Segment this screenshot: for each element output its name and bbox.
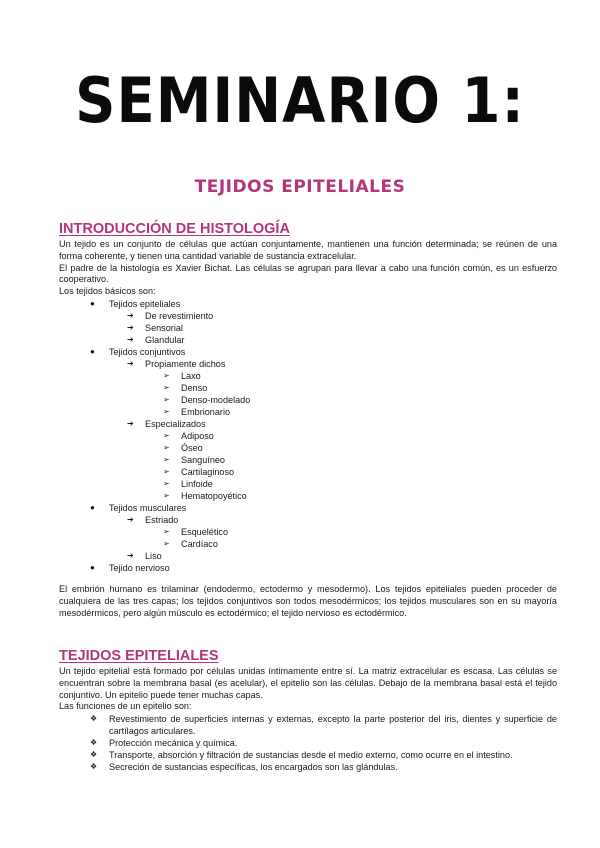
list-item-text: Cartilaginoso xyxy=(181,466,235,477)
diamond-bullet-icon: ❖ xyxy=(90,750,98,760)
list-item xyxy=(59,761,557,773)
list-item xyxy=(59,310,557,322)
list-item-text: Secreción de sustancias específicas, los encargados son las glándulas. xyxy=(109,762,398,773)
list-item xyxy=(59,538,557,550)
list-item-text: Glandular xyxy=(145,334,185,345)
list-item xyxy=(59,562,557,574)
chevron-arrow-icon: ➢ xyxy=(163,466,170,476)
list-item xyxy=(59,490,557,502)
document-title: SEMINARIO 1: xyxy=(75,65,525,138)
chevron-arrow-icon: ➢ xyxy=(163,430,170,440)
list-item-text: Propiamente dichos xyxy=(145,358,226,369)
list-item xyxy=(59,358,557,370)
list-item-text: Estriado xyxy=(145,514,179,525)
chevron-arrow-icon: ➢ xyxy=(163,490,170,500)
document-subtitle: TEJIDOS EPITELIALES xyxy=(194,177,406,197)
list-item-text: Sensorial xyxy=(145,322,183,333)
list-item xyxy=(59,550,557,562)
list-item xyxy=(59,430,557,442)
list-item xyxy=(59,406,557,418)
list-item xyxy=(59,713,557,737)
list-item-text: Sanguíneo xyxy=(181,454,225,465)
chevron-arrow-icon: ➢ xyxy=(163,382,170,392)
list-item-text: Liso xyxy=(145,550,162,561)
list-item xyxy=(59,749,557,761)
list-item-text: Linfoide xyxy=(181,478,213,489)
list-item xyxy=(59,382,557,394)
list-item xyxy=(59,370,557,382)
list-item-text: Cardíaco xyxy=(181,538,218,549)
list-item-text: Tejidos epiteliales xyxy=(109,298,181,309)
list-item xyxy=(59,346,557,358)
paragraph: Un tejido es un conjunto de células que actúan conjuntamente, mantienen una función determinada; se reúnen de una forma coherente, y tienen una cantidad variable de sustancia extracelular. xyxy=(59,239,557,261)
list-item xyxy=(59,322,557,334)
paragraph: Un tejido epitelial está formado por células unidas íntimamente entre sí. La matriz extracelular es escasa. Las células se encuentran sobre la membrana basal (es acelular), el epitelio son las células. Debajo de la membrana basal está el tejido conjuntivo. Un epitelio puede tener muchas capas. xyxy=(59,666,557,700)
section-tejidos-epiteliales xyxy=(59,648,557,773)
list-item-text: Denso xyxy=(181,382,208,393)
chevron-arrow-icon: ➢ xyxy=(163,394,170,404)
bullet-icon: ● xyxy=(90,346,95,356)
tissue-types-list xyxy=(59,298,557,574)
list-item-text: Hematopoyético xyxy=(181,490,247,501)
list-item-text: Protección mecánica y química. xyxy=(109,738,238,749)
section-heading-introduccion: INTRODUCCIÓN DE HISTOLOGÍA xyxy=(59,221,290,237)
diamond-bullet-icon: ❖ xyxy=(90,762,98,772)
bullet-icon: ● xyxy=(90,502,95,512)
list-item-text: Revestimiento de superficies internas y externas, excepto la parte posterior del iris, dientes y superficie de cartílagos articulares. xyxy=(109,714,557,737)
list-item-text: Laxo xyxy=(181,370,201,381)
list-item xyxy=(59,466,557,478)
diamond-bullet-icon: ❖ xyxy=(90,738,98,748)
chevron-arrow-icon: ➢ xyxy=(163,478,170,488)
chevron-arrow-icon: ➢ xyxy=(163,442,170,452)
list-item xyxy=(59,502,557,514)
arrow-icon: ➔ xyxy=(127,310,134,320)
bullet-icon: ● xyxy=(90,298,95,308)
list-item-text: Denso-modelado xyxy=(181,394,251,405)
list-item-text: Tejidos musculares xyxy=(109,502,187,513)
arrow-icon: ➔ xyxy=(127,322,134,332)
section-introduccion xyxy=(59,221,557,619)
diamond-bullet-icon: ❖ xyxy=(90,714,98,724)
chevron-arrow-icon: ➢ xyxy=(163,526,170,536)
list-item xyxy=(59,334,557,346)
list-item-text: Óseo xyxy=(181,442,203,453)
list-item xyxy=(59,298,557,310)
list-item xyxy=(59,418,557,430)
arrow-icon: ➔ xyxy=(127,550,134,560)
chevron-arrow-icon: ➢ xyxy=(163,370,170,380)
chevron-arrow-icon: ➢ xyxy=(163,454,170,464)
chevron-arrow-icon: ➢ xyxy=(163,538,170,548)
list-item-text: Adiposo xyxy=(181,430,214,441)
chevron-arrow-icon: ➢ xyxy=(163,406,170,416)
arrow-icon: ➔ xyxy=(127,514,134,524)
section-heading-tejidos-epiteliales: TEJIDOS EPITELIALES xyxy=(59,648,219,664)
list-item xyxy=(59,514,557,526)
list-item xyxy=(59,737,557,749)
paragraph: El embrión humano es trilaminar (endodermo, ectodermo y mesodermo). Los tejidos epiteliales pueden proceder de cualquiera de las tres capas; los tejidos conjuntivos son todos mesodérmicos; los tejidos musculares son en su mayoría mesodérmicos, pero algún músculo es ectodérmico; el tejido nervioso es ectodérmico. xyxy=(59,583,557,618)
list-item xyxy=(59,478,557,490)
list-item xyxy=(59,394,557,406)
list-item-text: De revestimiento xyxy=(145,310,214,321)
epithelium-functions-list xyxy=(59,713,557,773)
list-item-text: Embrionario xyxy=(181,406,231,417)
list-item-text: Tejido nervioso xyxy=(109,562,170,573)
list-item-text: Especializados xyxy=(145,418,206,429)
paragraph: Las funciones de un epitelio son: xyxy=(59,701,192,712)
paragraph: Los tejidos básicos son: xyxy=(59,286,156,297)
arrow-icon: ➔ xyxy=(127,334,134,344)
list-item-text: Transporte, absorción y filtración de sustancias desde el medio externo, como ocurre en el intestino. xyxy=(109,750,513,761)
list-item xyxy=(59,454,557,466)
list-item-text: Esquelético xyxy=(181,526,229,537)
bullet-icon: ● xyxy=(90,562,95,572)
arrow-icon: ➔ xyxy=(127,358,134,368)
arrow-icon: ➔ xyxy=(127,418,134,428)
paragraph: El padre de la histología es Xavier Bichat. Las células se agrupan para llevar a cabo una función común, es un esfuerzo cooperativo. xyxy=(59,262,557,285)
list-item xyxy=(59,526,557,538)
list-item-text: Tejidos conjuntivos xyxy=(109,346,186,357)
list-item xyxy=(59,442,557,454)
